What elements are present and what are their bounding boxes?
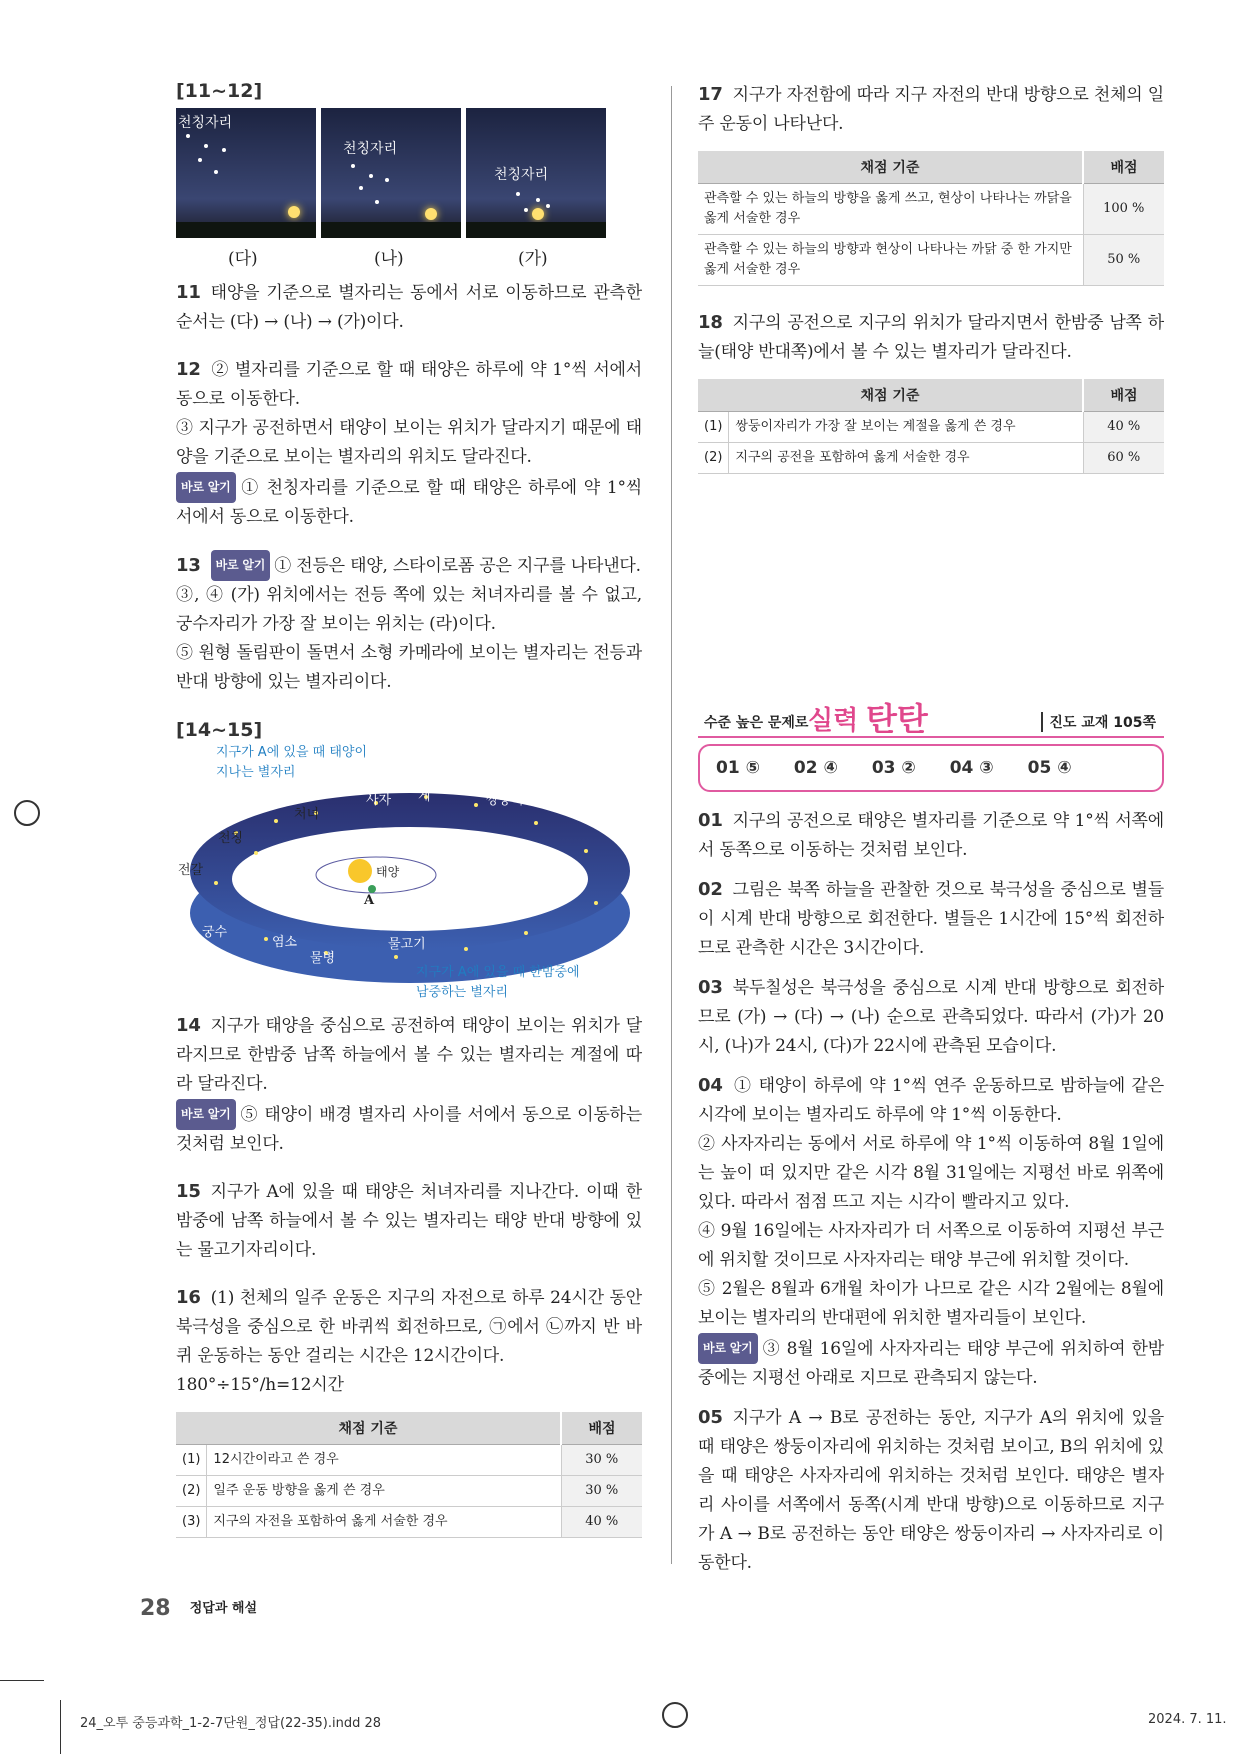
table-row: 관측할 수 있는 하늘의 방향과 현상이 나타나는 까닭 중 한 가지만 옳게 서술한 경우 50 % bbox=[698, 235, 1164, 286]
scoring-table-17: 채점 기준 배점 관측할 수 있는 하늘의 방향을 옳게 쓰고, 현상이 나타나는 까닭을 옳게 서술한 경우 100 % 관측할 수 있는 하늘의 방향과 현상이 나타나는 까닭 중 한 가지만 옳게 서술한 경우 50 % bbox=[698, 151, 1164, 286]
diagram-top-note: 지구가 A에 있을 때 태양이 지나는 별자리 bbox=[216, 745, 368, 780]
zodiac-diagram bbox=[176, 743, 642, 1005]
q12: 12 ② 별자리를 기준으로 할 때 태양은 하루에 약 1°씩 서에서 동으로 이동한다. ③ 지구가 공전하면서 태양이 보이는 위치가 달라지기 때문에 태양을 기준으로 보이는 별자리의 위치도 달라진다. 바로 알기 ① 천칭자리를 기준으로 할 때 태양은 하루에 약 1°씩 서에서 동으로 이동한다. bbox=[176, 359, 642, 527]
sun-icon bbox=[532, 208, 544, 220]
table-row: (3) 지구의 자전을 포함하여 옳게 서술한 경우 40 % bbox=[176, 1507, 642, 1538]
registration-mark-icon bbox=[662, 1702, 688, 1728]
print-footer-file: 24_오투 중등과학_1-2-7단원_정답(22-35).indd 28 bbox=[80, 1716, 382, 1731]
label-taurus: 황소 bbox=[480, 865, 506, 880]
q18: 18 지구의 공전으로 지구의 위치가 달라지면서 한밤중 남쪽 하늘(태양 반대쪽)에서 볼 수 있는 별자리가 달라진다. bbox=[698, 312, 1164, 362]
label-aries: 양 bbox=[462, 915, 475, 930]
right-column bbox=[698, 80, 1164, 1578]
label-capricorn: 염소 bbox=[272, 935, 298, 950]
a05: 05 지구가 A → B로 공전하는 동안, 지구가 A의 위치에 있을 때 태양은 쌍둥이자리에 위치하는 것처럼 보이고, B의 위치에 있을 때 태양은 사자자리에 위치하는 것처럼 보인다. 태양은 별자리 사이를 서쪽에서 동쪽(시계 반대 방향)으로 이동하므로 지구가 A → B로 공전하는 동안 태양은 쌍둥이자리 → 사자자리로 이동한다. bbox=[698, 1407, 1164, 1573]
correction-badge: 바로 알기 bbox=[176, 1099, 236, 1130]
crop-mark bbox=[0, 1680, 44, 1681]
page-number: 28 정답과 해설 bbox=[140, 1596, 258, 1621]
photo-caption-da: (다) bbox=[228, 249, 258, 269]
constellation-label: 천칭자리 bbox=[494, 167, 549, 183]
registration-mark-icon bbox=[14, 800, 40, 826]
correction-badge: 바로 알기 bbox=[698, 1333, 758, 1364]
photo-caption-na: (나) bbox=[374, 249, 404, 269]
section-label-11-12: [11~12] bbox=[176, 80, 263, 102]
a02: 02 그림은 북쪽 하늘을 관찰한 것으로 북극성을 중심으로 별들이 시계 반대 방향으로 회전한다. 별들은 1시간에 15°씩 회전하므로 관측한 시간은 3시간이다. bbox=[698, 879, 1164, 958]
table-row: 관측할 수 있는 하늘의 방향을 옳게 쓰고, 현상이 나타나는 까닭을 옳게 서술한 경우 100 % bbox=[698, 184, 1164, 235]
answer-02: 02 ④ bbox=[793, 758, 838, 778]
photo-caption-ga: (가) bbox=[518, 249, 548, 269]
sun-icon bbox=[288, 206, 300, 218]
label-sagittarius: 궁수 bbox=[202, 925, 228, 940]
diagram-bottom-note: 지구가 A에 있을 때 한밤중에 남중하는 별자리 bbox=[416, 965, 580, 1000]
section-label-14-15: [14~15] bbox=[176, 719, 263, 741]
q16-formula: 180°÷15°/h=12시간 bbox=[176, 1375, 344, 1395]
scoring-table-16: 채점 기준 배점 (1) 12시간이라고 쓴 경우 30 % (2) 일주 운동 방향을 옳게 쓴 경우 30 % (3) 지구의 자전을 포함하여 옳게 서술한 경우 40 % bbox=[176, 1412, 642, 1538]
label-aquarius: 물병 bbox=[310, 951, 336, 966]
answers-box bbox=[698, 744, 1164, 792]
sun-icon bbox=[425, 208, 437, 220]
answer-04: 04 ③ bbox=[949, 758, 994, 778]
a01: 01 지구의 공전으로 태양은 별자리를 기준으로 약 1°씩 서쪽에서 동쪽으로 이동하는 것처럼 보인다. bbox=[698, 810, 1164, 860]
photo-da bbox=[176, 108, 316, 238]
label-libra: 천칭 bbox=[218, 831, 244, 846]
q17: 17 지구가 자전함에 따라 지구 자전의 반대 방향으로 천체의 일주 운동이 나타난다. bbox=[698, 84, 1164, 134]
photo-na bbox=[321, 108, 461, 238]
q15: 15 지구가 A에 있을 때 태양은 처녀자리를 지나간다. 이때 한밤중에 남쪽 하늘에서 볼 수 있는 별자리는 태양 반대 방향에 있는 물고기자리이다. bbox=[176, 1181, 642, 1260]
section-banner: 수준 높은 문제로 실력 탄탄 진도 교재 105쪽 bbox=[698, 700, 1164, 738]
table-row: (2) 지구의 공전을 포함하여 옳게 서술한 경우 60 % bbox=[698, 443, 1164, 474]
q13: 13 바로 알기 ① 전등은 태양, 스타이로폼 공은 지구를 나타낸다. ③, ④ (가) 위치에서는 전등 쪽에 있는 처녀자리를 볼 수 없고, 궁수자리가 가장 잘 보이는 위치는 (라)이다. ⑤ 원형 돌림판이 돌면서 소형 카메라에 보이는 별자리는 전등과 반대 방향에 있는 별자리이다. bbox=[176, 550, 642, 697]
answer-03: 03 ② bbox=[871, 758, 916, 778]
label-virgo: 처녀 bbox=[294, 807, 320, 822]
a03: 03 북두칠성은 북극성을 중심으로 시계 반대 방향으로 회전하므로 (가) → (다) → (나) 순으로 관측되었다. 따라서 (가)가 20시, (나)가 24시, (다)가 22시에 관측된 모습이다. bbox=[698, 977, 1164, 1056]
table-row: (2) 일주 운동 방향을 옳게 쓴 경우 30 % bbox=[176, 1476, 642, 1507]
q11: 11 태양을 기준으로 별자리는 동에서 서로 이동하므로 관측한 순서는 (다) → (나) → (가)이다. bbox=[176, 282, 642, 332]
photo-ga bbox=[466, 108, 606, 238]
constellation-photos bbox=[176, 108, 642, 308]
label-sun: 태양 bbox=[376, 865, 400, 879]
label-gemini: 쌍둥이 bbox=[486, 793, 524, 808]
q16: 16 (1) 천체의 일주 운동은 지구의 자전으로 하루 24시간 동안 북극성을 중심으로 한 바퀴씩 회전하므로, ㉠에서 ㉡까지 반 바퀴 운동하는 동안 걸리는 시간은 12시간이다. 180°÷15°/h=12시간 bbox=[176, 1287, 642, 1395]
left-column bbox=[176, 80, 642, 1538]
correction-badge: 바로 알기 bbox=[211, 550, 271, 581]
correction-badge: 바로 알기 bbox=[176, 472, 236, 503]
label-pisces: 물고기 bbox=[388, 937, 426, 952]
label-scorpio: 전갈 bbox=[178, 863, 204, 878]
a04: 04 ① 태양이 하루에 약 1°씩 연주 운동하므로 밤하늘에 같은 시각에 보이는 별자리도 하루에 약 1°씩 이동한다. ② 사자자리는 동에서 서로 하루에 약 1°씩 이동하여 8월 1일에는 높이 떠 있지만 같은 시각 8월 31일에는 지평선 바로 위쪽에 있다. 따라서 점점 뜨고 지는 시각이 빨라지고 있다. ④ 9월 16일에는 사자자리가 더 서쪽으로 이동하여 지평선 부근에 위치할 것이므로 사자자리는 태양 부근에 위치할 것이다. ⑤ 2월은 8월과 6개월 차이가 나므로 같은 시각 2월에는 8월에 보이는 별자리의 반대편에 위치한 별자리들이 보인다. 바로 알기 ③ 8월 16일에 사자자리는 태양 부근에 위치하여 한밤중에는 지평선 아래로 지므로 관측되지 않는다. bbox=[698, 1075, 1164, 1388]
answer-05: 05 ④ bbox=[1027, 758, 1072, 778]
crop-mark bbox=[60, 1700, 61, 1754]
constellation-label: 천칭자리 bbox=[178, 115, 233, 131]
print-footer-date: 2024. 7. 11. bbox=[1148, 1712, 1227, 1727]
column-divider bbox=[671, 86, 672, 1564]
q14: 14 지구가 태양을 중심으로 공전하여 태양이 보이는 위치가 달라지므로 한밤중 남쪽 하늘에서 볼 수 있는 별자리는 계절에 따라 달라진다. 바로 알기 ⑤ 태양이 배경 별자리 사이를 서에서 동으로 이동하는 것처럼 보인다. bbox=[176, 1015, 642, 1154]
table-row: (1) 쌍둥이자리가 가장 잘 보이는 계절을 옳게 쓴 경우 40 % bbox=[698, 412, 1164, 443]
label-point-a: A bbox=[364, 893, 375, 908]
constellation-label: 천칭자리 bbox=[343, 141, 398, 157]
label-cancer: 게 bbox=[418, 789, 431, 804]
label-leo: 사자 bbox=[366, 793, 392, 808]
answer-01: 01 ⑤ bbox=[716, 758, 760, 778]
table-row: (1) 12시간이라고 쓴 경우 30 % bbox=[176, 1445, 642, 1476]
scoring-table-18: 채점 기준 배점 (1) 쌍둥이자리가 가장 잘 보이는 계절을 옳게 쓴 경우 40 % (2) 지구의 공전을 포함하여 옳게 서술한 경우 60 % bbox=[698, 379, 1164, 474]
